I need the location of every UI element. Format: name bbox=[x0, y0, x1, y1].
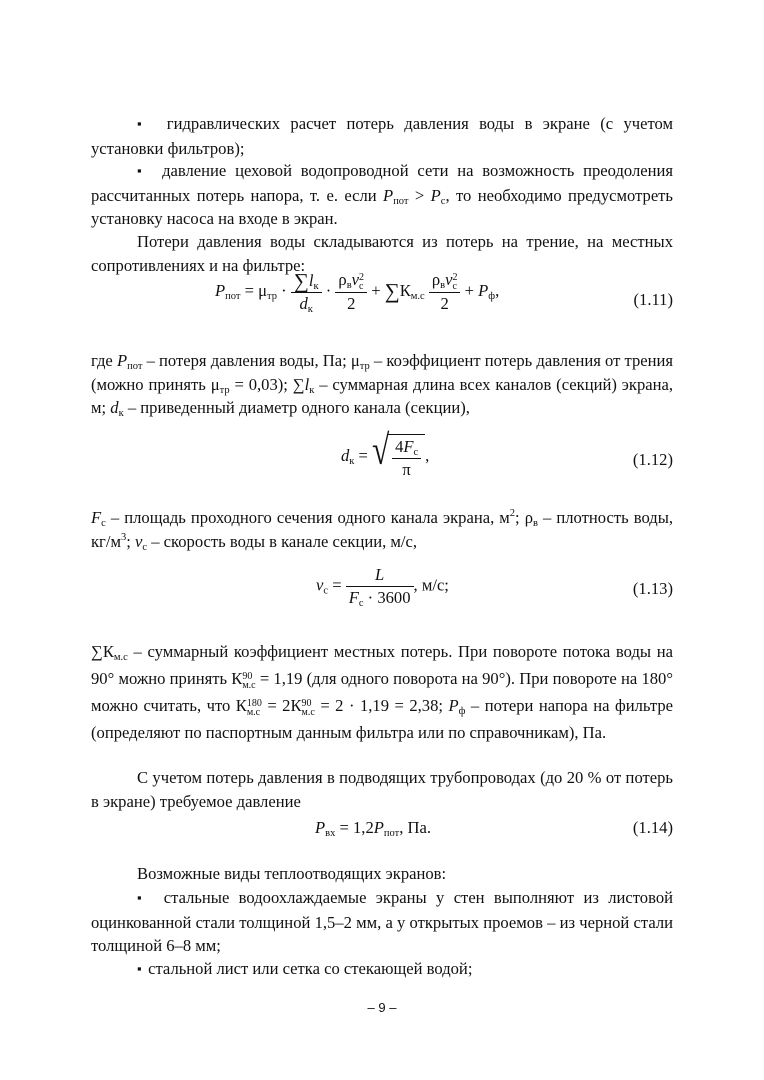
fraction bbox=[346, 565, 414, 608]
subscript: с bbox=[101, 518, 106, 529]
numerator bbox=[346, 565, 414, 587]
subscript: пот bbox=[393, 195, 409, 207]
symbol-P: P bbox=[430, 185, 441, 205]
text-run: ; bbox=[126, 531, 135, 551]
text-run: – потеря давления воды, Па; μ bbox=[142, 351, 360, 370]
subscript: пот bbox=[383, 828, 400, 839]
page-number: – 9 – bbox=[367, 1000, 397, 1015]
subscript: с bbox=[440, 195, 446, 207]
equation-1-12 bbox=[91, 430, 673, 490]
text-run: = 2 · 1,19 = 2,38; bbox=[314, 696, 449, 715]
sup-sub-stack bbox=[452, 273, 457, 291]
subscript: к bbox=[309, 384, 315, 396]
symbol-P: P bbox=[315, 818, 326, 837]
numerator bbox=[291, 268, 322, 293]
paragraph-where bbox=[91, 349, 673, 420]
subscript: м.с bbox=[301, 707, 315, 718]
symbol-F: F bbox=[91, 508, 102, 527]
symbol-v: v bbox=[445, 270, 453, 289]
symbol-l: l bbox=[304, 374, 310, 394]
equation-body bbox=[215, 270, 499, 314]
symbol-P: P bbox=[478, 280, 489, 300]
paragraph-required-pressure bbox=[91, 766, 673, 813]
text-run: · 3600 bbox=[363, 588, 411, 607]
text-run: стальной лист или сетка со стекающей водой; bbox=[148, 959, 473, 978]
subscript: ф bbox=[458, 706, 466, 717]
text-run: = 2К bbox=[261, 696, 302, 715]
subscript: к bbox=[349, 455, 355, 467]
subscript: с bbox=[323, 585, 329, 597]
subscript: с bbox=[358, 598, 364, 609]
text-run: ; ρ bbox=[515, 508, 533, 527]
text-run: = 0,03); ∑ bbox=[229, 374, 305, 394]
bullet-hydraulic-calc bbox=[91, 112, 673, 160]
equation-number: (1.12) bbox=[632, 450, 673, 469]
bullet-steel-sheet bbox=[91, 957, 673, 982]
text-run: где bbox=[91, 351, 117, 370]
subscript: к bbox=[313, 280, 319, 292]
equation-body bbox=[341, 428, 430, 480]
dot: · bbox=[325, 280, 332, 300]
symbol-P: P bbox=[448, 696, 459, 715]
text-run: – площадь проходного сечения одного канала экрана, м bbox=[105, 508, 510, 527]
subscript: м.с bbox=[410, 290, 425, 302]
superscript: 2 bbox=[359, 272, 365, 283]
subscript: тр bbox=[219, 384, 230, 396]
radicand bbox=[388, 434, 425, 480]
text-run: – коэффициент потерь давления от трения (можно принять μ bbox=[91, 351, 674, 394]
sup-sub-stack bbox=[247, 699, 262, 717]
text-run: – приведенный диаметр одного канала (секции), bbox=[123, 398, 470, 417]
numerator bbox=[429, 270, 461, 293]
equation-number: (1.11) bbox=[633, 290, 673, 309]
sigma: ∑ bbox=[384, 278, 400, 303]
sup-sub-stack bbox=[359, 273, 364, 291]
radical-sign: √ bbox=[372, 428, 390, 474]
subscript: пот bbox=[225, 290, 241, 302]
bullet-steel-screens bbox=[91, 886, 673, 958]
subscript: в bbox=[533, 518, 538, 529]
equation-1-13 bbox=[91, 565, 673, 625]
subscript: с bbox=[359, 281, 364, 292]
fraction-dynamic-pressure bbox=[335, 270, 367, 314]
symbol-F: F bbox=[348, 588, 359, 607]
square-root bbox=[372, 428, 425, 480]
text-run: – суммарная длина всех каналов (секций) экрана, м; bbox=[91, 374, 673, 417]
superscript: 3 bbox=[120, 531, 127, 543]
unit: , м/с; bbox=[413, 575, 449, 595]
denominator: 2 bbox=[440, 294, 449, 313]
fraction-dynamic-pressure bbox=[429, 270, 461, 314]
text-run: – плотность воды, кг/м bbox=[91, 508, 673, 551]
subscript: м.с bbox=[246, 707, 261, 718]
rho: ρ bbox=[431, 270, 441, 289]
subscript: тр bbox=[267, 290, 277, 302]
text-run: – скорость воды в канале секции, м/с, bbox=[147, 531, 418, 551]
equals-mu: = μ bbox=[240, 280, 268, 300]
fraction bbox=[392, 437, 421, 480]
paragraph-area bbox=[91, 506, 673, 553]
subscript: вх bbox=[325, 828, 336, 839]
symbol-P: P bbox=[383, 185, 394, 205]
text-run: давление цеховой водопроводной сети на возможность преодоления рассчитанных потерь напора, т. е. если bbox=[91, 161, 674, 205]
equation-body bbox=[316, 565, 449, 608]
symbol-F: F bbox=[403, 437, 414, 456]
numerator bbox=[392, 437, 421, 459]
text-run: – потери напора на фильтре (определяют по паспортным данным фильтра или по справочникам), Па. bbox=[91, 696, 673, 742]
text-run: Возможные виды теплоотводящих экранов: bbox=[137, 864, 447, 883]
subscript: к bbox=[118, 408, 124, 419]
subscript: в bbox=[440, 280, 446, 291]
sup-sub-stack bbox=[302, 699, 315, 717]
denominator bbox=[346, 587, 414, 608]
equation-number: (1.13) bbox=[632, 579, 673, 598]
equation-1-11 bbox=[91, 270, 673, 330]
text-run: ∑К bbox=[91, 642, 114, 661]
subscript: с bbox=[413, 447, 419, 458]
equation-body bbox=[315, 818, 431, 838]
bullet-network-pressure bbox=[91, 159, 673, 231]
sigma: ∑ bbox=[293, 268, 309, 293]
comma: , bbox=[425, 445, 430, 465]
symbol-L: L bbox=[375, 565, 385, 584]
symbol-d: d bbox=[299, 293, 308, 313]
bullet-text: гидравлических расчет потерь давления воды в экране (с учетом установки фильтров); bbox=[91, 114, 674, 158]
text-run: – суммарный коэффициент местных потерь. При повороте потока воды на 90° можно принять К bbox=[91, 642, 673, 688]
subscript: с bbox=[142, 541, 148, 553]
equals: = bbox=[328, 575, 346, 595]
symbol-l: l bbox=[308, 270, 314, 290]
text-run: С учетом потерь давления в подводящих трубопроводах (до 20 % от потерь в экране) требуемое давление bbox=[91, 768, 673, 811]
superscript: 2 bbox=[452, 272, 458, 283]
symbol-v: v bbox=[351, 270, 360, 289]
subscript: тр bbox=[359, 361, 370, 372]
rho: ρ bbox=[338, 270, 347, 289]
subscript: пот bbox=[127, 361, 143, 372]
paragraph-screen-types bbox=[91, 862, 673, 886]
text-run: = 1,19 (для одного поворота на 90°). При повороте на 180° можно считать, что К bbox=[91, 669, 673, 715]
numerator bbox=[335, 270, 367, 293]
subscript: ф bbox=[488, 290, 496, 302]
text-run: Потери давления воды складываются из потерь на трение, на местных сопротивлениях и на фильтре: bbox=[91, 232, 673, 275]
plus: + bbox=[464, 280, 474, 300]
symbol-v: v bbox=[316, 575, 324, 595]
subscript: с bbox=[452, 281, 457, 292]
subscript: к bbox=[307, 303, 313, 315]
dot: · bbox=[281, 280, 287, 300]
symbol-d: d bbox=[110, 398, 119, 417]
symbol-v: v bbox=[135, 531, 143, 551]
four: 4 bbox=[395, 437, 404, 456]
text-run: = 1,2 bbox=[335, 818, 374, 837]
subscript: м.с bbox=[113, 652, 128, 663]
subscript: м.с bbox=[242, 680, 256, 691]
equals: = bbox=[354, 445, 373, 465]
text-run: , то необходимо предусмотреть установку насоса на входе в экран. bbox=[91, 185, 673, 228]
paragraph-local-losses bbox=[91, 638, 673, 746]
symbol-K: К bbox=[399, 280, 411, 300]
subscript: в bbox=[346, 280, 352, 291]
sup-sub-stack bbox=[242, 672, 255, 690]
symbol-P: P bbox=[215, 280, 226, 300]
denominator bbox=[291, 293, 322, 314]
superscript: 180 bbox=[246, 698, 262, 709]
superscript: 90 bbox=[242, 671, 253, 682]
symbol-d: d bbox=[341, 445, 350, 465]
plus: + bbox=[371, 280, 381, 300]
text-run: > bbox=[408, 185, 431, 205]
symbol-P: P bbox=[116, 351, 128, 370]
denominator: 2 bbox=[347, 294, 356, 313]
superscript: 90 bbox=[301, 698, 312, 709]
fraction-length-over-diameter bbox=[291, 268, 322, 315]
superscript: 2 bbox=[509, 508, 516, 519]
text-run: стальные водоохлаждаемые экраны у стен выполняют из листовой оцинкованной стали толщиной 1,5–2 мм, а у открытых проемов – из черной стали толщиной 6–8 мм; bbox=[91, 888, 673, 955]
symbol-P: P bbox=[373, 818, 384, 837]
text-run: , Па. bbox=[399, 818, 432, 837]
denominator: π bbox=[402, 460, 411, 479]
equation-number: (1.14) bbox=[632, 818, 673, 837]
comma: , bbox=[495, 280, 500, 300]
